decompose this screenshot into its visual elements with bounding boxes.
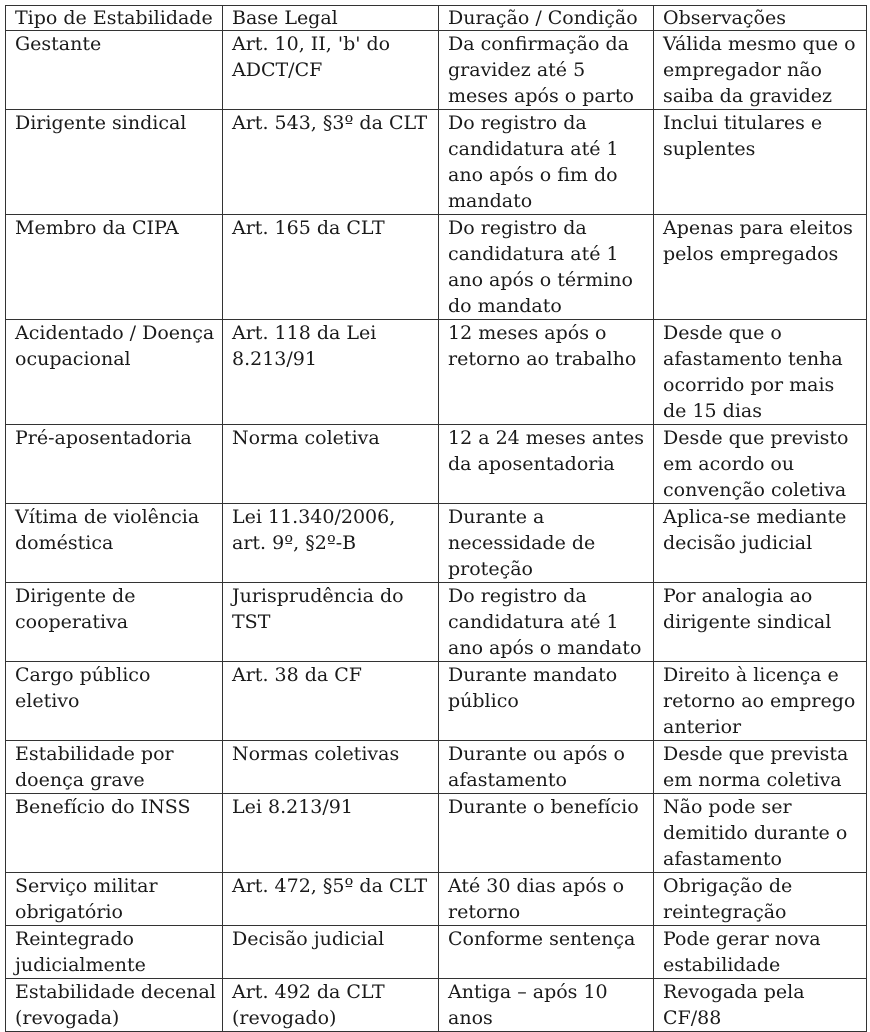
cell-base-legal: Art. 118 da Lei 8.213/91 [223,320,439,425]
cell-duracao: Durante ou após o afastamento [439,741,654,794]
table-row [6,504,867,583]
cell-tipo: Membro da CIPA [6,215,223,320]
cell-observacoes: Apenas para eleitos pelos empregados [654,215,867,320]
header-observacoes: Observações [654,6,867,31]
cell-observacoes: Desde que o afastamento tenha ocorrido por mais de 15 dias [654,320,867,425]
cell-base-legal: Art. 10, II, 'b' do ADCT/CF [223,31,439,110]
cell-base-legal: Jurisprudência do TST [223,583,439,662]
cell-tipo: Gestante [6,31,223,110]
header-duracao: Duração / Condição [439,6,654,31]
header-tipo: Tipo de Estabilidade [6,6,223,31]
cell-tipo: Estabilidade por doença grave [6,741,223,794]
table-row [6,31,867,110]
cell-duracao: Do registro da candidatura até 1 ano após o fim do mandato [439,110,654,215]
header-base-legal: Base Legal [223,6,439,31]
cell-base-legal: Art. 472, §5º da CLT [223,873,439,926]
cell-duracao: Durante a necessidade de proteção [439,504,654,583]
cell-duracao: Durante mandato público [439,662,654,741]
table-row [6,873,867,926]
cell-observacoes: Inclui titulares e suplentes [654,110,867,215]
cell-tipo: Estabilidade decenal (revogada) [6,979,223,1032]
table-header [6,6,867,31]
cell-base-legal: Norma coletiva [223,425,439,504]
cell-tipo: Pré-aposentadoria [6,425,223,504]
cell-duracao: Antiga – após 10 anos [439,979,654,1032]
cell-tipo: Acidentado / Doença ocupacional [6,320,223,425]
stability-table [5,5,867,1032]
cell-duracao: Até 30 dias após o retorno [439,873,654,926]
cell-duracao: Do registro da candidatura até 1 ano após o término do mandato [439,215,654,320]
cell-duracao: Da confirmação da gravidez até 5 meses após o parto [439,31,654,110]
cell-duracao: Conforme sentença [439,926,654,979]
cell-tipo: Dirigente de cooperativa [6,583,223,662]
table-row [6,215,867,320]
cell-observacoes: Aplica-se mediante decisão judicial [654,504,867,583]
table-row [6,425,867,504]
cell-duracao: 12 meses após o retorno ao trabalho [439,320,654,425]
cell-base-legal: Decisão judicial [223,926,439,979]
cell-observacoes: Direito à licença e retorno ao emprego anterior [654,662,867,741]
cell-observacoes: Válida mesmo que o empregador não saiba da gravidez [654,31,867,110]
table-row [6,741,867,794]
table-body [6,31,867,1032]
cell-observacoes: Não pode ser demitido durante o afastamento [654,794,867,873]
cell-base-legal: Lei 8.213/91 [223,794,439,873]
table-row [6,662,867,741]
cell-observacoes: Obrigação de reintegração [654,873,867,926]
cell-tipo: Serviço militar obrigatório [6,873,223,926]
cell-observacoes: Desde que prevista em norma coletiva [654,741,867,794]
cell-tipo: Dirigente sindical [6,110,223,215]
cell-duracao: Durante o benefício [439,794,654,873]
cell-observacoes: Desde que previsto em acordo ou convenção coletiva [654,425,867,504]
cell-observacoes: Revogada pela CF/88 [654,979,867,1032]
cell-base-legal: Art. 165 da CLT [223,215,439,320]
cell-tipo: Reintegrado judicialmente [6,926,223,979]
cell-base-legal: Lei 11.340/2006, art. 9º, §2º-B [223,504,439,583]
table-row [6,926,867,979]
cell-tipo: Cargo público eletivo [6,662,223,741]
cell-tipo: Benefício do INSS [6,794,223,873]
cell-base-legal: Art. 38 da CF [223,662,439,741]
cell-base-legal: Normas coletivas [223,741,439,794]
cell-observacoes: Pode gerar nova estabilidade [654,926,867,979]
cell-tipo: Vítima de violência doméstica [6,504,223,583]
table-row [6,583,867,662]
table-row [6,320,867,425]
table-row [6,110,867,215]
cell-duracao: Do registro da candidatura até 1 ano após o mandato [439,583,654,662]
cell-duracao: 12 a 24 meses antes da aposentadoria [439,425,654,504]
cell-observacoes: Por analogia ao dirigente sindical [654,583,867,662]
cell-base-legal: Art. 543, §3º da CLT [223,110,439,215]
cell-base-legal: Art. 492 da CLT (revogado) [223,979,439,1032]
header-row [6,6,867,31]
table-row [6,794,867,873]
